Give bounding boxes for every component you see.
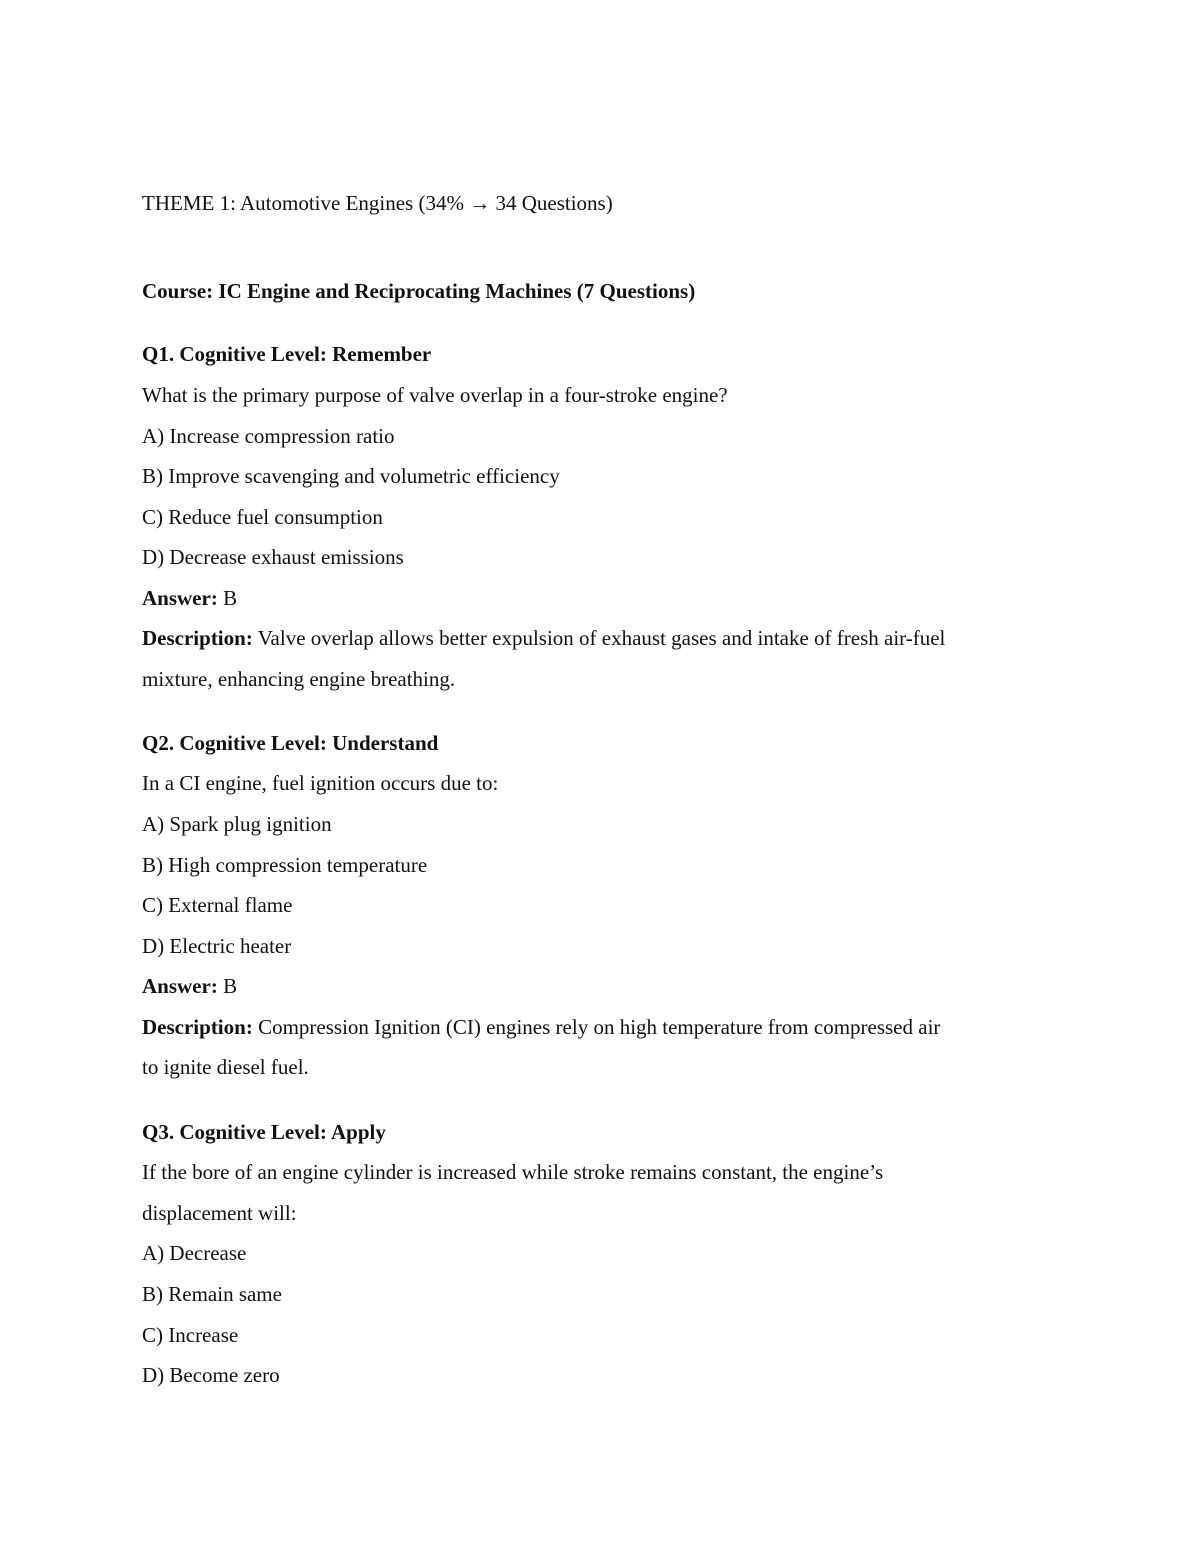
q3-heading: Q3. Cognitive Level: Apply [142,1120,386,1144]
answer-label: Answer: [142,586,218,610]
q2-description [142,1014,940,1040]
q2-text-line-1: In a CI engine, fuel ignition occurs due to: [142,771,499,795]
q2-option-b: B) High compression temperature [142,853,428,877]
q1-option-b: B) Improve scavenging and volumetric efficiency [142,464,560,488]
q2-answer-value: B [223,974,238,998]
q1-description [142,625,945,651]
description-label: Description: [142,1015,253,1039]
q3-text-line-1: If the bore of an engine cylinder is increased while stroke remains constant, the engine’s [142,1160,884,1184]
q1-option-c: C) Reduce fuel consumption [142,505,383,529]
q2-option-a: A) Spark plug ignition [142,812,332,836]
q2-answer [142,973,237,999]
q3-option-d: D) Become zero [142,1363,280,1387]
q1-answer [142,585,237,611]
q1-option-d: D) Decrease exhaust emissions [142,545,404,569]
q1-option-a: A) Increase compression ratio [142,424,395,448]
q1-description-line-2: mixture, enhancing engine breathing. [142,667,456,691]
q3-option-a: A) Decrease [142,1241,247,1265]
q2-description-line-1: Compression Ignition (CI) engines rely on high temperature from compressed air [258,1015,941,1039]
q1-text-line-1: What is the primary purpose of valve overlap in a four-stroke engine? [142,383,728,407]
q2-option-d: D) Electric heater [142,934,292,958]
q2-option-c: C) External flame [142,893,293,917]
theme-heading: THEME 1: Automotive Engines (34% → 34 Questions) [142,191,613,215]
q3-option-c: C) Increase [142,1323,239,1347]
q3-option-b: B) Remain same [142,1282,282,1306]
q2-description-line-2: to ignite diesel fuel. [142,1055,309,1079]
q3-text-line-2: displacement will: [142,1201,297,1225]
q1-description-line-1: Valve overlap allows better expulsion of exhaust gases and intake of fresh air-fuel [257,626,946,650]
q1-answer-value: B [223,586,238,610]
q2-heading: Q2. Cognitive Level: Understand [142,731,439,755]
answer-label: Answer: [142,974,218,998]
description-label: Description: [142,626,253,650]
course-heading: Course: IC Engine and Reciprocating Machines (7 Questions) [142,279,696,303]
q1-heading: Q1. Cognitive Level: Remember [142,342,432,366]
